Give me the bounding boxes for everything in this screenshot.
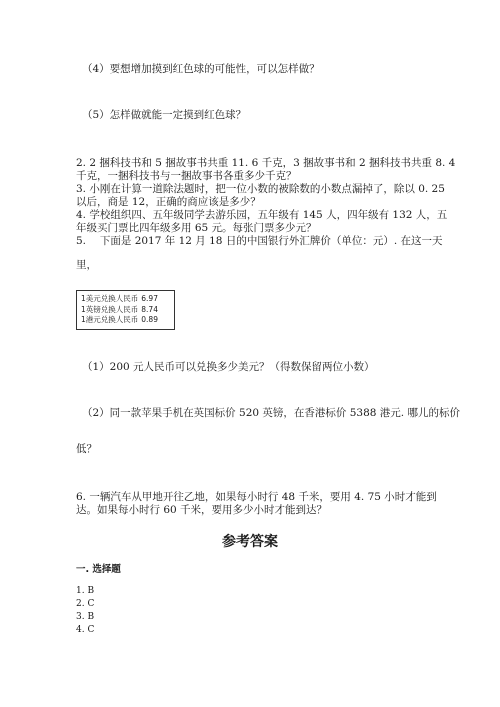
rate-label: 1英镑兑换人民币 (81, 304, 139, 314)
rate-row-usd (81, 294, 174, 305)
problem-5-sub-2-line-1: （2）同一款苹果手机在英国标价 520 英镑，在香港标价 5388 港元. 哪儿的标价 (82, 407, 460, 419)
question-4-2-5: （5）怎样做就能一定摸到红色球？ (82, 109, 247, 121)
rate-row-hkd (81, 315, 174, 326)
problem-5-sub-1: （1）200 元人民币可以兑换多少美元？（得数保留两位小数） (82, 361, 375, 373)
problem-3-line-2: 以后，商是 12，正确的商应该是多少？ (76, 196, 261, 208)
problem-4-line-2: 年级买门票比四年级多用 65 元。每张门票多少元？ (76, 222, 317, 234)
exchange-rate-table (76, 290, 175, 330)
answer-key-title: 参考答案 (222, 534, 278, 550)
rate-row-gbp (81, 305, 174, 316)
problem-5-line-1: 5. 下面是 2017 年 12 月 18 日的中国银行外汇牌价（单位：元）. 在这一天 (76, 235, 443, 247)
problem-2-line-2: 千克，一捆科技书与一捆故事书各重多少千克？ (76, 170, 297, 182)
problem-5-line-2: 里， (76, 259, 97, 271)
rate-value: 6.97 (141, 294, 158, 303)
answer-item-1: 1. B (76, 586, 95, 596)
problem-3-line-1: 3. 小刚在计算一道除法题时，把一位小数的被除数的小数点漏掉了，除以 0. 25 (76, 183, 445, 195)
problem-5-sub-2-line-2: 低？ (76, 443, 97, 455)
rate-label: 1港元兑换人民币 (81, 315, 139, 324)
answer-item-3: 3. B (76, 612, 95, 622)
section-heading: 一. 选择题 (76, 564, 121, 575)
answer-item-4: 4. C (76, 625, 95, 635)
rate-label: 1美元兑换人民币 (81, 294, 139, 303)
problem-4-line-1: 4. 学校组织四、五年级同学去游乐园，五年级有 145 人，四年级有 132 人，五 (76, 209, 448, 221)
answer-item-2: 2. C (76, 599, 95, 609)
question-4-2-4: （4）要想增加摸到红色球的可能性，可以怎样做？ (82, 63, 320, 75)
problem-2-line-1: 2. 2 捆科技书和 5 捆故事书共重 11. 6 千克，3 捆故事书和 2 捆科技书共重 8. 4 (76, 157, 456, 169)
problem-6-line-1: 6. 一辆汽车从甲地开往乙地，如果每小时行 48 千米，要用 4. 75 小时才能到 (76, 491, 437, 503)
rate-value: 0.89 (141, 315, 158, 324)
problem-6-line-2: 达。如果每小时行 60 千米，要用多少小时才能到达？ (76, 504, 328, 516)
rate-value: 8.74 (141, 304, 158, 314)
